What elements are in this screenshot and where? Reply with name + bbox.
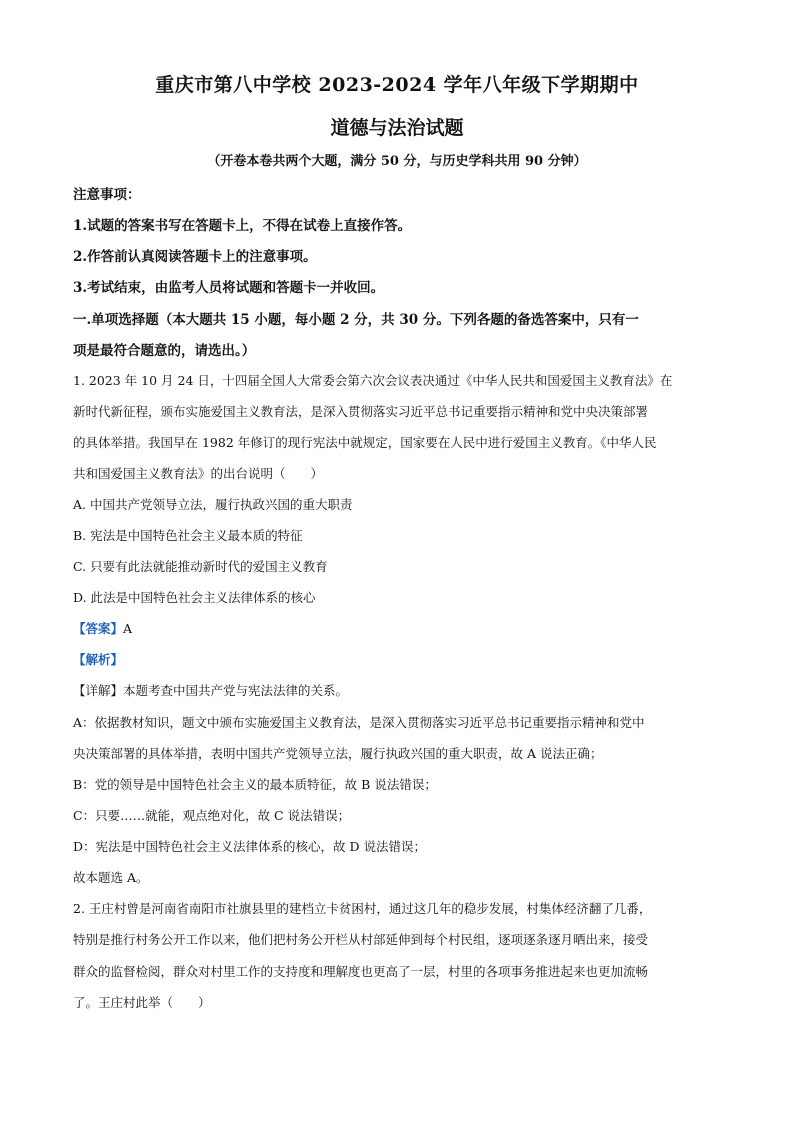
explanation-conclusion: 故本题选 A。 [73, 870, 149, 885]
notes-item: 3.考试结束，由监考人员将试题和答题卡一并收回。 [73, 280, 385, 296]
detail-tag: 【详解】 [73, 683, 124, 698]
answer-value: A [123, 621, 133, 636]
question-1-option-b: B. 宪法是中国特色社会主义最本质的特征 [73, 528, 303, 543]
question-2-text: 2. 王庄村曾是河南省南阳市社旗县里的建档立卡贫困村，通过这几年的稳步发展，村集体经济翻了几番， [73, 901, 652, 916]
answer-tag: 【答案】 [73, 621, 124, 636]
analysis-tag: 【解析】 [73, 652, 124, 667]
question-2-text: 了。王庄村此举（ ） [73, 995, 211, 1010]
explanation-line: B：党的领导是中国特色社会主义的最本质特征，故 B 说法错误； [73, 777, 437, 792]
exam-subject-title: 道德与法治试题 [330, 117, 464, 139]
exam-title: 重庆市第八中学校 2023-2024 学年八年级下学期期中 [155, 74, 639, 96]
explanation-line: 央决策部署的具体举措，表明中国共产党领导立法，履行执政兴国的重大职责，故 A 说法正确； [73, 746, 603, 761]
notes-heading: 注意事项： [73, 187, 141, 203]
detail-line [73, 681, 723, 699]
answer-line [73, 619, 723, 637]
question-2-text: 群众的监督检阅，群众对村里工作的支持度和理解度也更高了一层，村里的各项事务推进起来也更加流畅 [73, 964, 649, 979]
question-1-text: 的具体举措。我国早在 1982 年修订的现行宪法中就规定，国家要在人民中进行爱国主义教育。《中华人民 [73, 435, 657, 450]
exam-subtitle: （开卷本卷共两个大题，满分 50 分，与历史学科共用 90 分钟） [207, 154, 587, 169]
question-1-text: 1. 2023 年 10 月 24 日，十四届全国人大常委会第六次会议表决通过《中华人民共和国爱国主义教育法》在 [73, 373, 673, 388]
question-1-text: 新时代新征程，颁布实施爱国主义教育法，是深入贯彻落实习近平总书记重要指示精神和党中央决策部署 [73, 404, 649, 419]
analysis-line [73, 650, 723, 668]
explanation-line: A：依据教材知识，题文中颁布实施爱国主义教育法，是深入贯彻落实习近平总书记重要指示精神和党中 [73, 715, 645, 730]
notes-item: 2.作答前认真阅读答题卡上的注意事项。 [73, 249, 317, 265]
question-1-option-c: C. 只要有此法就能推动新时代的爱国主义教育 [73, 559, 328, 574]
detail-text: 本题考查中国共产党与宪法法律的关系。 [123, 683, 349, 698]
section-heading: 一.单项选择题（本大题共 15 小题，每小题 2 分，共 30 分。下列各题的备选答案中，只有一 [73, 312, 639, 328]
question-1-option-d: D. 此法是中国特色社会主义法律体系的核心 [73, 590, 316, 605]
explanation-line: C：只要……就能，观点绝对化，故 C 说法错误； [73, 808, 351, 823]
question-1-option-a: A. 中国共产党领导立法，履行执政兴国的重大职责 [73, 497, 353, 512]
explanation-line: D：宪法是中国特色社会主义法律体系的核心，故 D 说法错误； [73, 839, 426, 854]
section-heading-cont: 项是最符合题意的，请选出。） [73, 343, 256, 359]
question-1-text: 共和国爱国主义教育法》的出台说明（ ） [73, 466, 324, 481]
question-2-text: 特别是推行村务公开工作以来，他们把村务公开栏从村部延伸到每个村民组，逐项逐条逐月晒出来，接受 [73, 932, 649, 947]
notes-item: 1.试题的答案书写在答题卡上，不得在试卷上直接作答。 [73, 218, 412, 234]
